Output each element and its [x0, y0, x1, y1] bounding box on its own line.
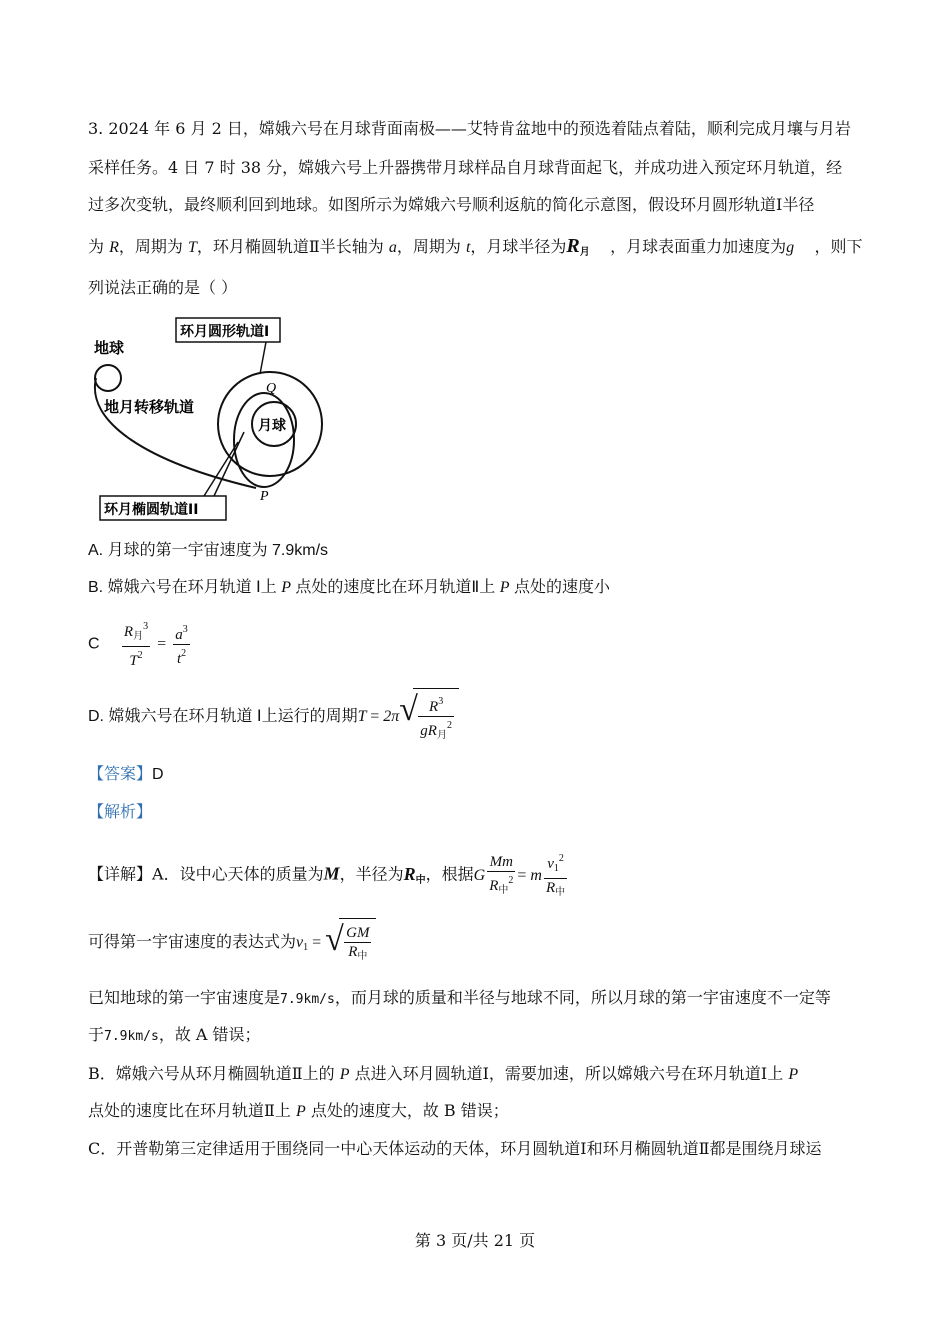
question-line-3: 过多次变轨，最终顺利回到地球。如图所示为嫦娥六号顺利返航的简化示意图，假设环月圆形轨道Ⅰ半径 [88, 195, 815, 214]
detail5-b: 点进入环月圆轨道Ⅰ，需要加速，所以嫦娥六号在环月轨道Ⅰ上 [349, 1064, 789, 1083]
option-B [88, 578, 610, 598]
optB-b: 点处的速度比在环月轨道Ⅱ上 [290, 579, 500, 596]
optC-frac-right: $\frac{a^3}{t^2}$ [173, 621, 190, 668]
detail5-P2: P [788, 1066, 799, 1083]
var-t: t [465, 239, 471, 256]
elliptical-orbit-II [234, 393, 294, 487]
q4-text-g: ，则下 [814, 237, 863, 256]
detail-line-6 [88, 1101, 509, 1122]
detail-tag: 【详解】 [88, 864, 153, 884]
answer-value: D [152, 766, 164, 783]
detail-b: ，半径为 [339, 864, 404, 884]
detail6-a: 点处的速度比在环月轨道Ⅱ上 [88, 1101, 296, 1120]
optC-equals: = [157, 635, 167, 653]
var-R: R [109, 239, 119, 256]
pointer-ellipse-2 [214, 432, 244, 496]
answer-line [88, 765, 164, 785]
question-line-5: 列说法正确的是（ ） [88, 278, 238, 297]
label-ellipse-orbit: 环月椭圆轨道II [104, 502, 199, 518]
detail5-a: B．嫦娥六号从环月椭圆轨道Ⅱ上的 [88, 1064, 340, 1083]
detail3-a: 已知地球的第一宇宙速度是 [88, 988, 281, 1007]
detail-line2-text: 可得第一宇宙速度的表达式为 [88, 932, 297, 952]
var-a: a [388, 239, 397, 256]
detail5-P1: P [339, 1066, 350, 1083]
label-Q: Q [266, 381, 277, 396]
detail6-b: 点处的速度大，故 B 错误； [305, 1101, 509, 1120]
formula-R-moon: $R_月$ [566, 235, 590, 258]
pointer-ellipse-1 [204, 442, 238, 496]
detail-c: ，根据 [425, 864, 474, 884]
label-P: P [260, 489, 269, 504]
optC-label: C [88, 635, 100, 653]
detail-M: M [323, 863, 340, 884]
detail-R-center: $R_中$ [403, 863, 426, 886]
q4-text-e: ，月球半径为 [470, 237, 567, 256]
detail4-a: 于 [88, 1025, 105, 1044]
label-transfer: 地月转移轨道 [104, 398, 195, 416]
question-line-4 [88, 236, 862, 263]
label-circle-orbit: 环月圆形轨道I [180, 324, 270, 340]
q4-text-b: ，周期为 [118, 237, 188, 256]
label-earth: 地球 [94, 339, 125, 357]
detail-line-3 [88, 988, 831, 1010]
optB-P2: P [499, 579, 510, 596]
analysis-tag: 【解析】 [88, 802, 153, 821]
formula-g: g [786, 239, 795, 256]
var-T: T [187, 239, 197, 256]
question-line-1: 3. 2024 年 6 月 2 日，嫦娥六号在月球背面南极——艾特肯盆地中的预选着陆点着陆，顺利完成月壤与月岩 [88, 119, 851, 138]
earth-circle [95, 365, 121, 391]
detail-line-7: C．开普勒第三定律适用于围绕同一中心天体运动的天体，环月圆轨道Ⅰ和环月椭圆轨道Ⅱ都是围绕月球运 [88, 1139, 822, 1158]
optC-frac-left: $\frac{R_月^3}{T^2}$ [122, 618, 150, 670]
detail3-b: ，而月球的质量和半径与地球不同，所以月球的第一宇宙速度不一定等 [334, 988, 831, 1007]
detail-a: A．设中心天体的质量为 [152, 864, 324, 884]
detail-line-5 [88, 1064, 798, 1085]
q4-text-a: 为 [88, 237, 110, 256]
option-A: A. 月球的第一宇宙速度为 7.9km/s [88, 542, 329, 559]
pointer-circle [260, 342, 266, 374]
optD-formula: T = 2π √ $\frac{R^3}{gR_月^2}$ [358, 708, 459, 725]
detail-line-2 [88, 918, 376, 966]
detail-v1-formula: $v_1$ = √ $\frac{GM}{R_中}$ [296, 934, 376, 951]
detail4-v: 7.9km/s [104, 1029, 159, 1044]
optB-c: 点处的速度小 [509, 579, 610, 596]
q4-text-c: ，环月椭圆轨道Ⅱ半长轴为 [196, 237, 389, 256]
q4-text-d: ，周期为 [396, 237, 466, 256]
transfer-orbit-path [95, 378, 256, 488]
option-C [88, 618, 192, 668]
option-D [88, 688, 459, 744]
question-line-2: 采样任务。4 日 7 时 38 分，嫦娥六号上升器携带月球样品自月球背面起飞，并成功进入预定环月轨道，经 [88, 158, 843, 177]
detail6-P: P [295, 1103, 306, 1120]
optB-P1: P [281, 579, 291, 596]
optD-text: D. 嫦娥六号在环月轨道 Ⅰ上运行的周期 [88, 708, 358, 726]
answer-tag: 【答案】 [88, 766, 153, 783]
label-moon: 月球 [258, 418, 286, 434]
detail-line-1 [88, 850, 569, 898]
page-footer: 第 3 页/共 21 页 [414, 1231, 536, 1250]
detail-line-4 [88, 1025, 261, 1047]
detail4-b: ，故 A 错误； [158, 1025, 261, 1044]
detail-gravity-formula: G $\frac{Mm}{R_中^2}$ = m $\frac{v_1^2}{R_中}$ [474, 867, 570, 884]
q4-text-f: ，月球表面重力加速度为 [610, 237, 787, 256]
detail3-v: 7.9km/s [280, 992, 335, 1007]
optB-a: B. 嫦娥六号在环月轨道 Ⅰ上 [88, 579, 282, 596]
orbit-diagram [86, 312, 334, 524]
